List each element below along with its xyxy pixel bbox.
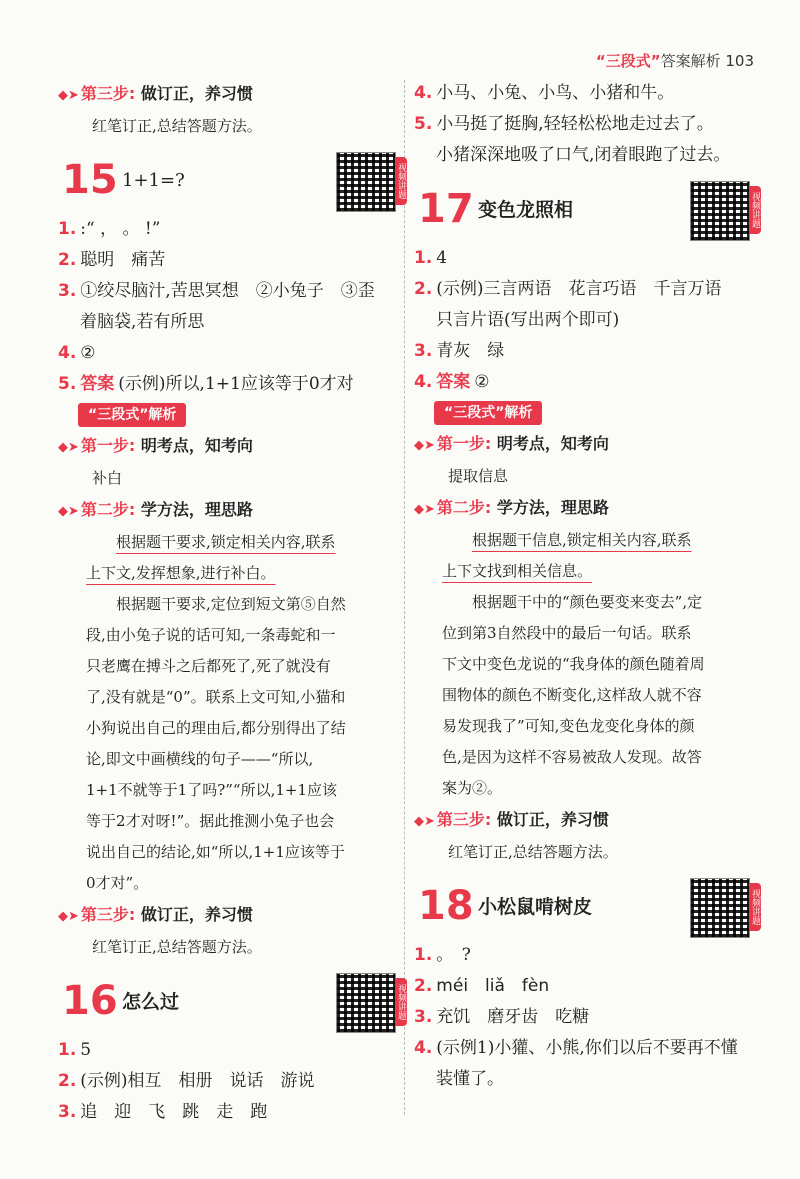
qr-tag: 视频讲题 (395, 157, 407, 205)
section-title: 变色龙照相 (478, 199, 574, 221)
qr-tag: 视频讲题 (749, 186, 761, 234)
qr-code-icon[interactable] (336, 973, 406, 1033)
step2-body: 根据题干信息,锁定相关内容,联系 上下文找到相关信息。 根据题干中的“颜色要变来变去”,定 位到第3自然段中的最后一句话。联系 下文中变色龙说的“我身体的颜色随着周 围物体的颜色不断变化,这样敌人就不容 易发现我了”可知,变色龙变化身体的颜 色,是因为这样不容易被敌人发现。故答 案为②。 (442, 531, 705, 797)
answer-3: 3. 充饥 磨牙齿 吃糖 (414, 1007, 590, 1027)
page-header (596, 50, 754, 71)
analysis-badge: “三段式”解析 (434, 401, 542, 425)
section-number: 18 (418, 883, 474, 929)
answer-3: 3. 青灰 绿 (414, 341, 505, 361)
arrow-icon: ◆➤ (414, 814, 435, 829)
section-title: 1+1=? (122, 170, 185, 191)
answer-3-cont: 着脑袋,若有所思 (80, 312, 205, 332)
answer-5: 5. 答案 (示例)所以,1+1应该等于0才对 (58, 374, 354, 394)
answer-2: 2. méi liǎ fèn (414, 976, 550, 996)
answer-5: 5. 小马挺了挺胸,轻轻松松地走过去了。 (414, 114, 714, 134)
section-title: 怎么过 (122, 991, 180, 1013)
header-text: 答案解析 (660, 52, 721, 70)
step2-heading: ◆➤ 第二步: 学方法，理思路 (58, 500, 253, 519)
arrow-icon: ◆➤ (58, 440, 79, 455)
qr-code-icon[interactable] (690, 878, 760, 938)
section-number: 17 (418, 186, 474, 232)
answer-5-cont: 小猪深深地吸了口气,闭着眼跑了过去。 (436, 145, 731, 165)
step1-body: 提取信息 (448, 467, 509, 485)
step3-body: 红笔订正,总结答题方法。 (92, 117, 262, 135)
answer-3: 3. 追 迎 飞 跳 走 跑 (58, 1102, 268, 1122)
answer-4: 4. 小马、小兔、小鸟、小猪和牛。 (414, 83, 675, 103)
header-highlight: “三段式” (595, 52, 661, 70)
answer-3: 3. ①绞尽脑汁,苦思冥想 ②小兔子 ③歪 (58, 281, 375, 301)
step3-body: 红笔订正,总结答题方法。 (92, 938, 262, 956)
step1-heading: ◆➤ 第一步: 明考点，知考向 (58, 436, 253, 455)
qr-tag: 视频讲题 (749, 883, 761, 931)
answer-1: 1. 。 ? (414, 945, 471, 965)
answer-4: 4. (示例1)小獾、小熊,你们以后不要再不懂 (414, 1038, 738, 1058)
page-number: 103 (725, 52, 754, 70)
answer-4: 4. ② (58, 343, 96, 363)
arrow-icon: ◆➤ (58, 909, 79, 924)
section-15-title (58, 152, 406, 214)
qr-code-icon[interactable] (336, 152, 406, 212)
section-title: 小松鼠啃树皮 (478, 896, 593, 918)
answer-4: 4. 答案 ② (414, 372, 490, 392)
answer-2: 2. (示例)相互 相册 说话 游说 (58, 1071, 315, 1091)
left-column (58, 78, 406, 1128)
step1-body: 补白 (92, 469, 123, 487)
analysis-badge: “三段式”解析 (78, 403, 186, 427)
step3-heading: ◆➤ 第三步: 做订正，养习惯 (414, 810, 609, 829)
arrow-icon: ◆➤ (58, 504, 79, 519)
answer-2: 2. (示例)三言两语 花言巧语 千言万语 (414, 279, 722, 299)
section-number: 15 (62, 157, 118, 203)
step1-heading: ◆➤ 第一步: 明考点，知考向 (414, 434, 609, 453)
section-17-title (414, 181, 760, 243)
step3-body: 红笔订正,总结答题方法。 (448, 843, 618, 861)
qr-tag: 视频讲题 (395, 978, 407, 1026)
answer-2-cont: 只言片语(写出两个即可) (436, 310, 620, 330)
arrow-icon: ◆➤ (414, 502, 435, 517)
step3-heading: ◆➤ 第三步: 做订正，养习惯 (58, 84, 253, 103)
answer-1: 1. 4 (414, 248, 448, 268)
qr-code-icon[interactable] (690, 181, 760, 241)
section-16-title (58, 973, 406, 1035)
section-number: 16 (62, 978, 118, 1024)
answer-2: 2. 聪明 痛苦 (58, 250, 166, 270)
step2-heading: ◆➤ 第二步: 学方法，理思路 (414, 498, 609, 517)
right-column (414, 78, 760, 1095)
section-18-title (414, 878, 760, 940)
column-divider (404, 80, 405, 1115)
arrow-icon: ◆➤ (58, 88, 79, 103)
step3-heading: ◆➤ 第三步: 做订正，养习惯 (58, 905, 253, 924)
arrow-icon: ◆➤ (414, 438, 435, 453)
answer-1: 1. :“ ， 。 !” (58, 219, 161, 239)
answer-4-cont: 装懂了。 (436, 1069, 504, 1089)
step2-body: 根据题干要求,锁定相关内容,联系 上下文,发挥想象,进行补白。 根据题干要求,定位到短文第⑤自然 段,由小兔子说的话可知,一条毒蛇和一 只老鹰在搏斗之后都死了,死了就没有 了,没有就是“0”。联系上文可知,小猫和 小狗说出自己的理由后,都分别得出了结 论,即文中画横线的句子——“所以, 1+1不就等于1了吗?”“所以,1+1应该 等于2才对呀!”。据此推测小兔子也会 说出自己的结论,如“所以,1+1应该等于 0才对”。 (86, 533, 346, 892)
answer-1: 1. 5 (58, 1040, 92, 1060)
